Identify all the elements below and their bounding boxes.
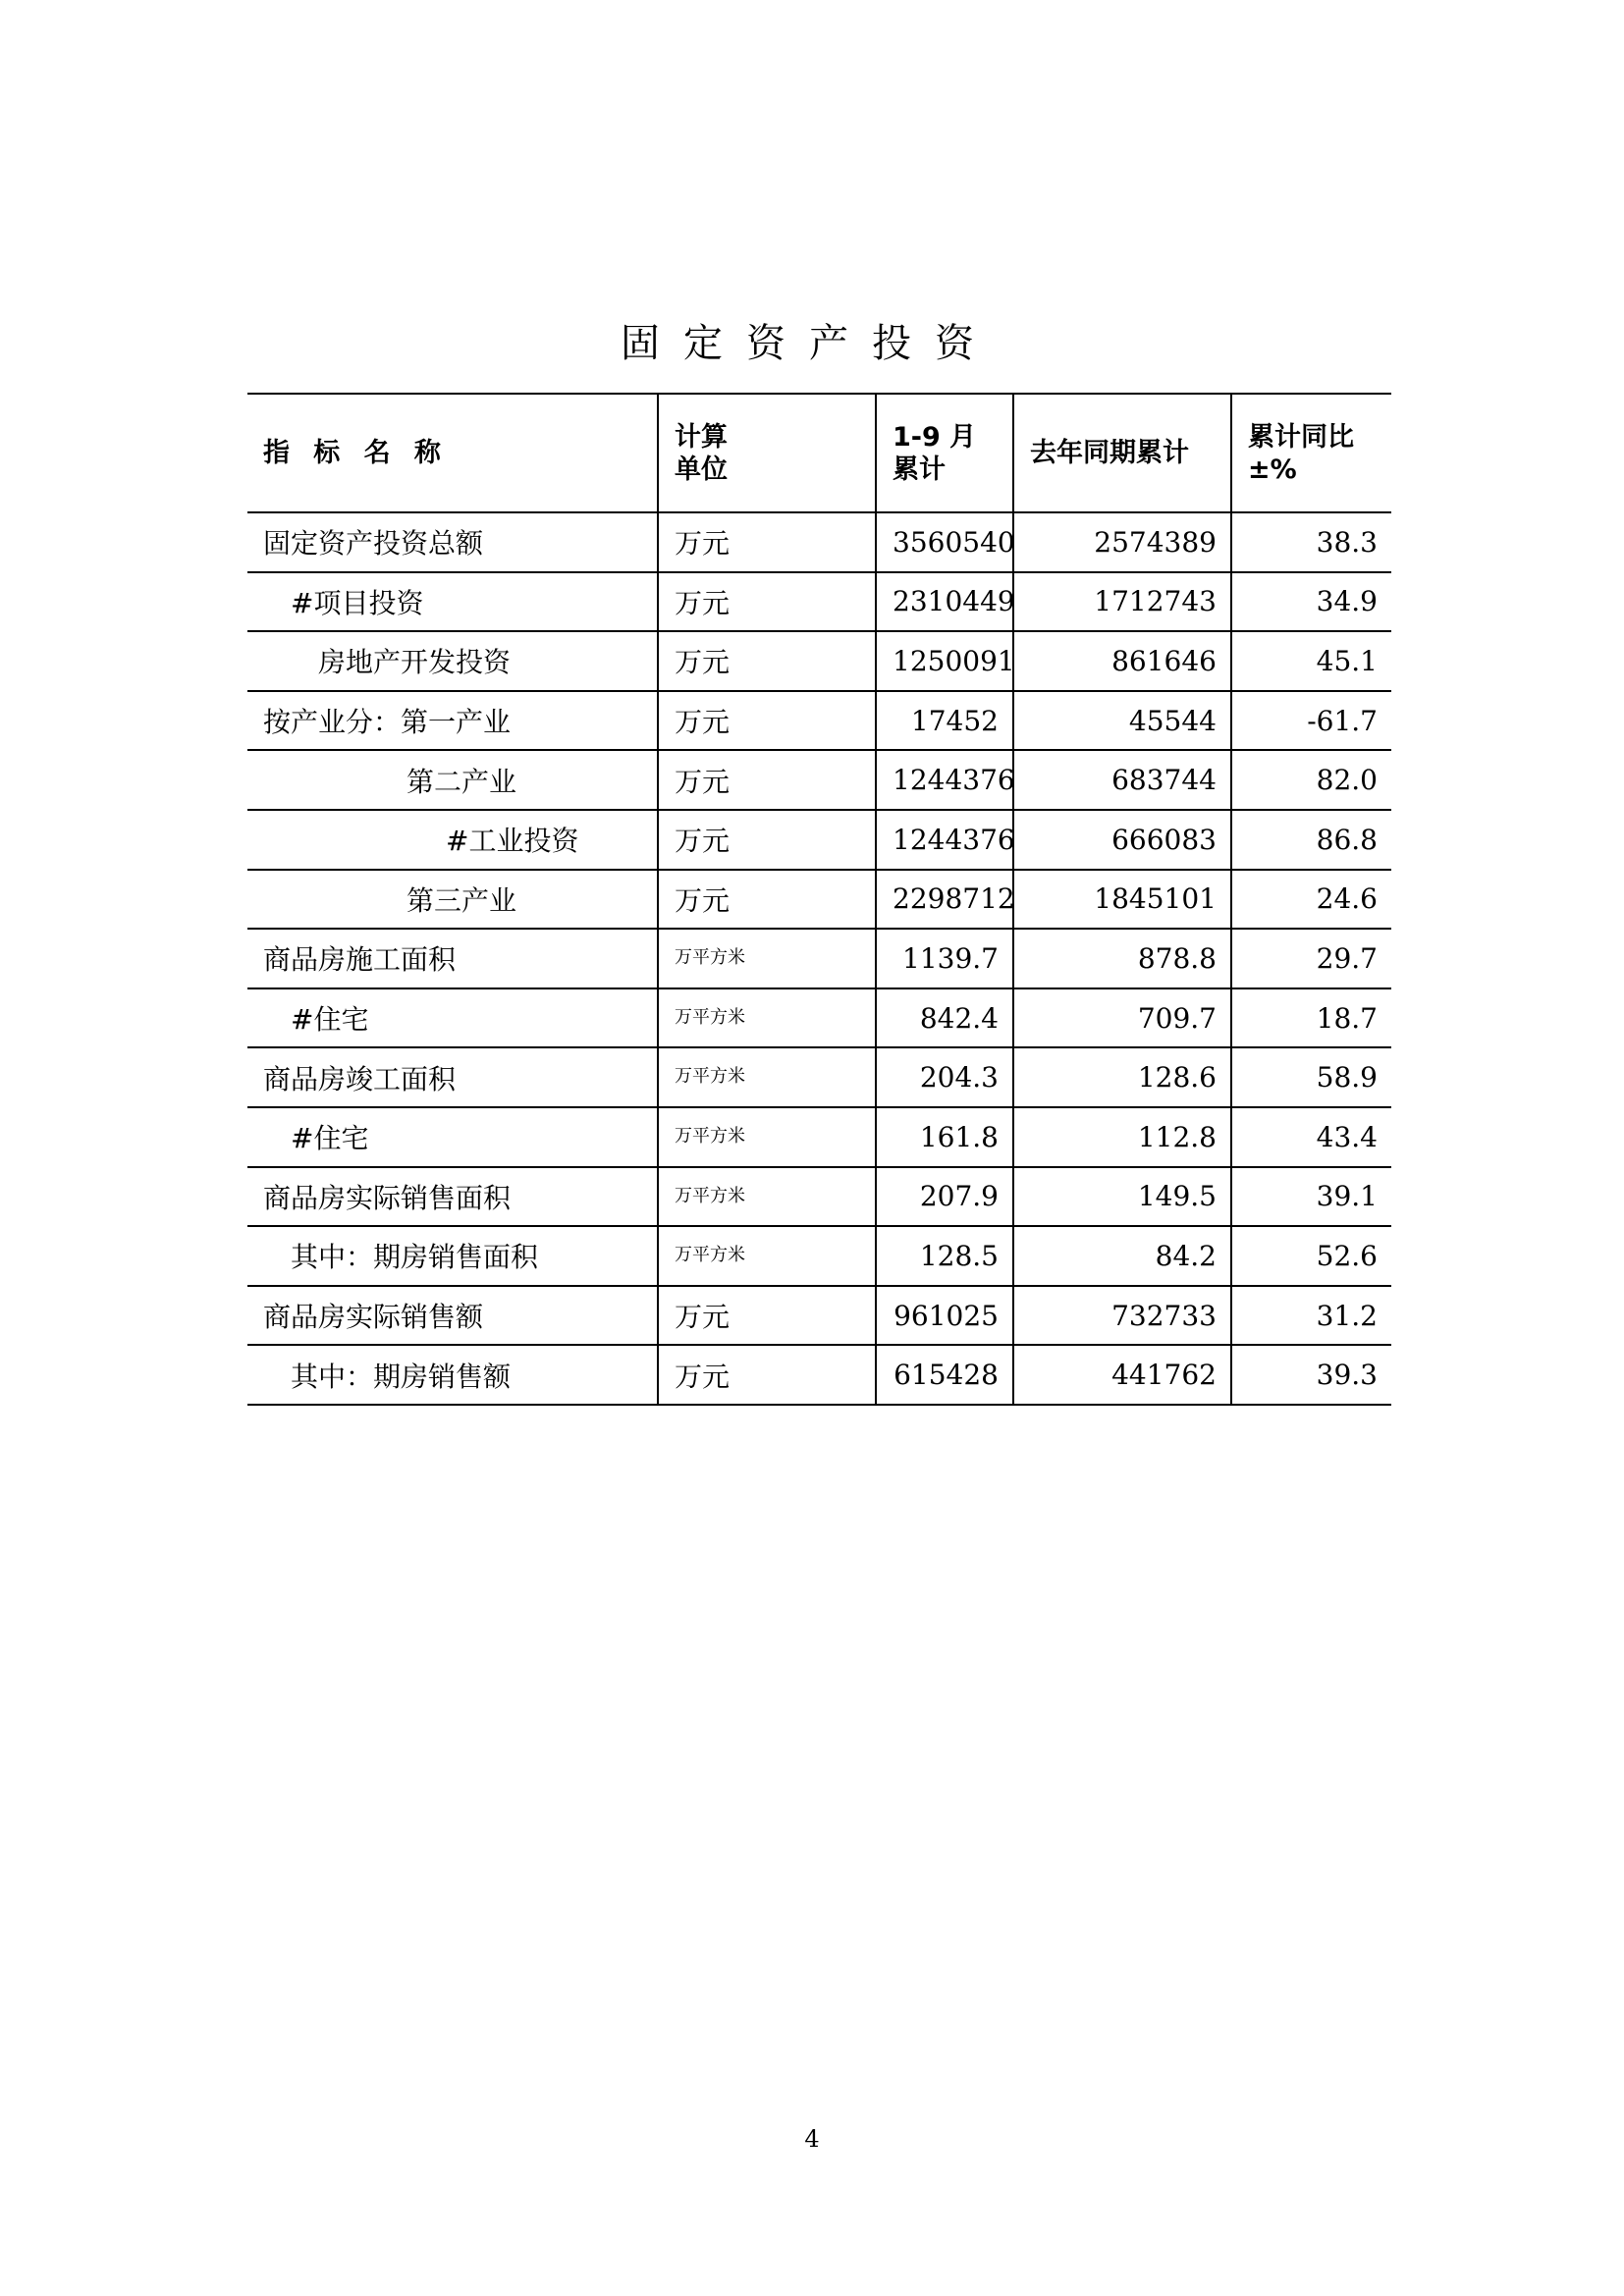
table-row bbox=[247, 1226, 1391, 1286]
row-growth: 34.9 bbox=[1231, 572, 1391, 632]
row-current: 842.4 bbox=[876, 988, 1013, 1048]
row-current: 128.5 bbox=[876, 1226, 1013, 1286]
row-unit: 万元 bbox=[658, 810, 876, 870]
row-current: 961025 bbox=[876, 1286, 1013, 1346]
row-unit: 万元 bbox=[658, 1286, 876, 1346]
row-name: 固定资产投资总额 bbox=[247, 512, 658, 572]
row-growth: 18.7 bbox=[1231, 988, 1391, 1048]
fixed-asset-investment-table bbox=[247, 393, 1391, 1406]
row-growth: 52.6 bbox=[1231, 1226, 1391, 1286]
page-title: 固定资产投资 bbox=[621, 321, 998, 366]
row-growth: 58.9 bbox=[1231, 1047, 1391, 1107]
row-unit: 万平方米 bbox=[658, 929, 876, 988]
row-name: #工业投资 bbox=[247, 810, 658, 870]
header-growth-line1: 累计同比 bbox=[1248, 421, 1354, 453]
row-unit: 万元 bbox=[658, 572, 876, 632]
row-previous: 84.2 bbox=[1013, 1226, 1231, 1286]
table-row bbox=[247, 1167, 1391, 1227]
header-indicator-name: 指标名称 bbox=[247, 394, 658, 512]
table-row bbox=[247, 1047, 1391, 1107]
row-previous: 1845101 bbox=[1013, 870, 1231, 930]
row-unit: 万元 bbox=[658, 691, 876, 751]
row-previous: 149.5 bbox=[1013, 1167, 1231, 1227]
row-previous: 861646 bbox=[1013, 631, 1231, 691]
page-number: 4 bbox=[804, 2125, 820, 2153]
row-name: #住宅 bbox=[247, 988, 658, 1048]
header-unit bbox=[658, 394, 876, 512]
row-name: 商品房竣工面积 bbox=[247, 1047, 658, 1107]
table-row bbox=[247, 572, 1391, 632]
row-growth: 45.1 bbox=[1231, 631, 1391, 691]
row-previous: 878.8 bbox=[1013, 929, 1231, 988]
row-unit: 万平方米 bbox=[658, 988, 876, 1048]
row-growth: 24.6 bbox=[1231, 870, 1391, 930]
row-name: #项目投资 bbox=[247, 572, 658, 632]
header-unit-line2: 单位 bbox=[675, 454, 728, 485]
row-name: 商品房实际销售额 bbox=[247, 1286, 658, 1346]
row-current: 1244376 bbox=[876, 750, 1013, 810]
row-current: 1250091 bbox=[876, 631, 1013, 691]
table-row bbox=[247, 631, 1391, 691]
row-unit: 万平方米 bbox=[658, 1167, 876, 1227]
header-row bbox=[247, 394, 1391, 512]
row-name: 第三产业 bbox=[247, 870, 658, 930]
row-current: 2310449 bbox=[876, 572, 1013, 632]
row-previous: 128.6 bbox=[1013, 1047, 1231, 1107]
table-row bbox=[247, 1345, 1391, 1405]
row-current: 207.9 bbox=[876, 1167, 1013, 1227]
table-row bbox=[247, 988, 1391, 1048]
table-row bbox=[247, 929, 1391, 988]
table-row bbox=[247, 1107, 1391, 1167]
row-growth: 43.4 bbox=[1231, 1107, 1391, 1167]
row-previous: 45544 bbox=[1013, 691, 1231, 751]
row-previous: 1712743 bbox=[1013, 572, 1231, 632]
row-current: 615428 bbox=[876, 1345, 1013, 1405]
row-unit: 万元 bbox=[658, 1345, 876, 1405]
table-row bbox=[247, 512, 1391, 572]
row-name: 其中：期房销售额 bbox=[247, 1345, 658, 1405]
header-previous-period: 去年同期累计 bbox=[1013, 394, 1231, 512]
row-name: 按产业分：第一产业 bbox=[247, 691, 658, 751]
table-row bbox=[247, 750, 1391, 810]
row-current: 3560540 bbox=[876, 512, 1013, 572]
row-previous: 683744 bbox=[1013, 750, 1231, 810]
row-current: 161.8 bbox=[876, 1107, 1013, 1167]
table-body bbox=[247, 512, 1391, 1405]
row-unit: 万元 bbox=[658, 750, 876, 810]
row-previous: 112.8 bbox=[1013, 1107, 1231, 1167]
header-unit-line1: 计算 bbox=[675, 421, 728, 453]
row-growth: 39.1 bbox=[1231, 1167, 1391, 1227]
row-current: 17452 bbox=[876, 691, 1013, 751]
row-unit: 万平方米 bbox=[658, 1107, 876, 1167]
row-growth: -61.7 bbox=[1231, 691, 1391, 751]
row-unit: 万元 bbox=[658, 870, 876, 930]
header-current-line1: 1-9 月 bbox=[893, 421, 977, 453]
row-name: 其中：期房销售面积 bbox=[247, 1226, 658, 1286]
row-previous: 2574389 bbox=[1013, 512, 1231, 572]
row-name: 第二产业 bbox=[247, 750, 658, 810]
row-previous: 441762 bbox=[1013, 1345, 1231, 1405]
header-growth-line2: ±% bbox=[1248, 454, 1297, 485]
row-growth: 39.3 bbox=[1231, 1345, 1391, 1405]
row-current: 1139.7 bbox=[876, 929, 1013, 988]
row-previous: 709.7 bbox=[1013, 988, 1231, 1048]
row-unit: 万平方米 bbox=[658, 1226, 876, 1286]
row-unit: 万元 bbox=[658, 512, 876, 572]
row-current: 1244376 bbox=[876, 810, 1013, 870]
row-previous: 666083 bbox=[1013, 810, 1231, 870]
table-row bbox=[247, 691, 1391, 751]
row-name: #住宅 bbox=[247, 1107, 658, 1167]
table-header bbox=[247, 394, 1391, 512]
header-growth bbox=[1231, 394, 1391, 512]
row-unit: 万元 bbox=[658, 631, 876, 691]
row-growth: 29.7 bbox=[1231, 929, 1391, 988]
header-current-period bbox=[876, 394, 1013, 512]
row-growth: 38.3 bbox=[1231, 512, 1391, 572]
row-previous: 732733 bbox=[1013, 1286, 1231, 1346]
table-row bbox=[247, 810, 1391, 870]
header-current-line2: 累计 bbox=[893, 454, 946, 485]
table-row bbox=[247, 870, 1391, 930]
row-name: 商品房实际销售面积 bbox=[247, 1167, 658, 1227]
row-current: 204.3 bbox=[876, 1047, 1013, 1107]
table-row bbox=[247, 1286, 1391, 1346]
row-unit: 万平方米 bbox=[658, 1047, 876, 1107]
row-growth: 86.8 bbox=[1231, 810, 1391, 870]
row-current: 2298712 bbox=[876, 870, 1013, 930]
row-growth: 82.0 bbox=[1231, 750, 1391, 810]
row-name: 商品房施工面积 bbox=[247, 929, 658, 988]
row-name: 房地产开发投资 bbox=[247, 631, 658, 691]
row-growth: 31.2 bbox=[1231, 1286, 1391, 1346]
